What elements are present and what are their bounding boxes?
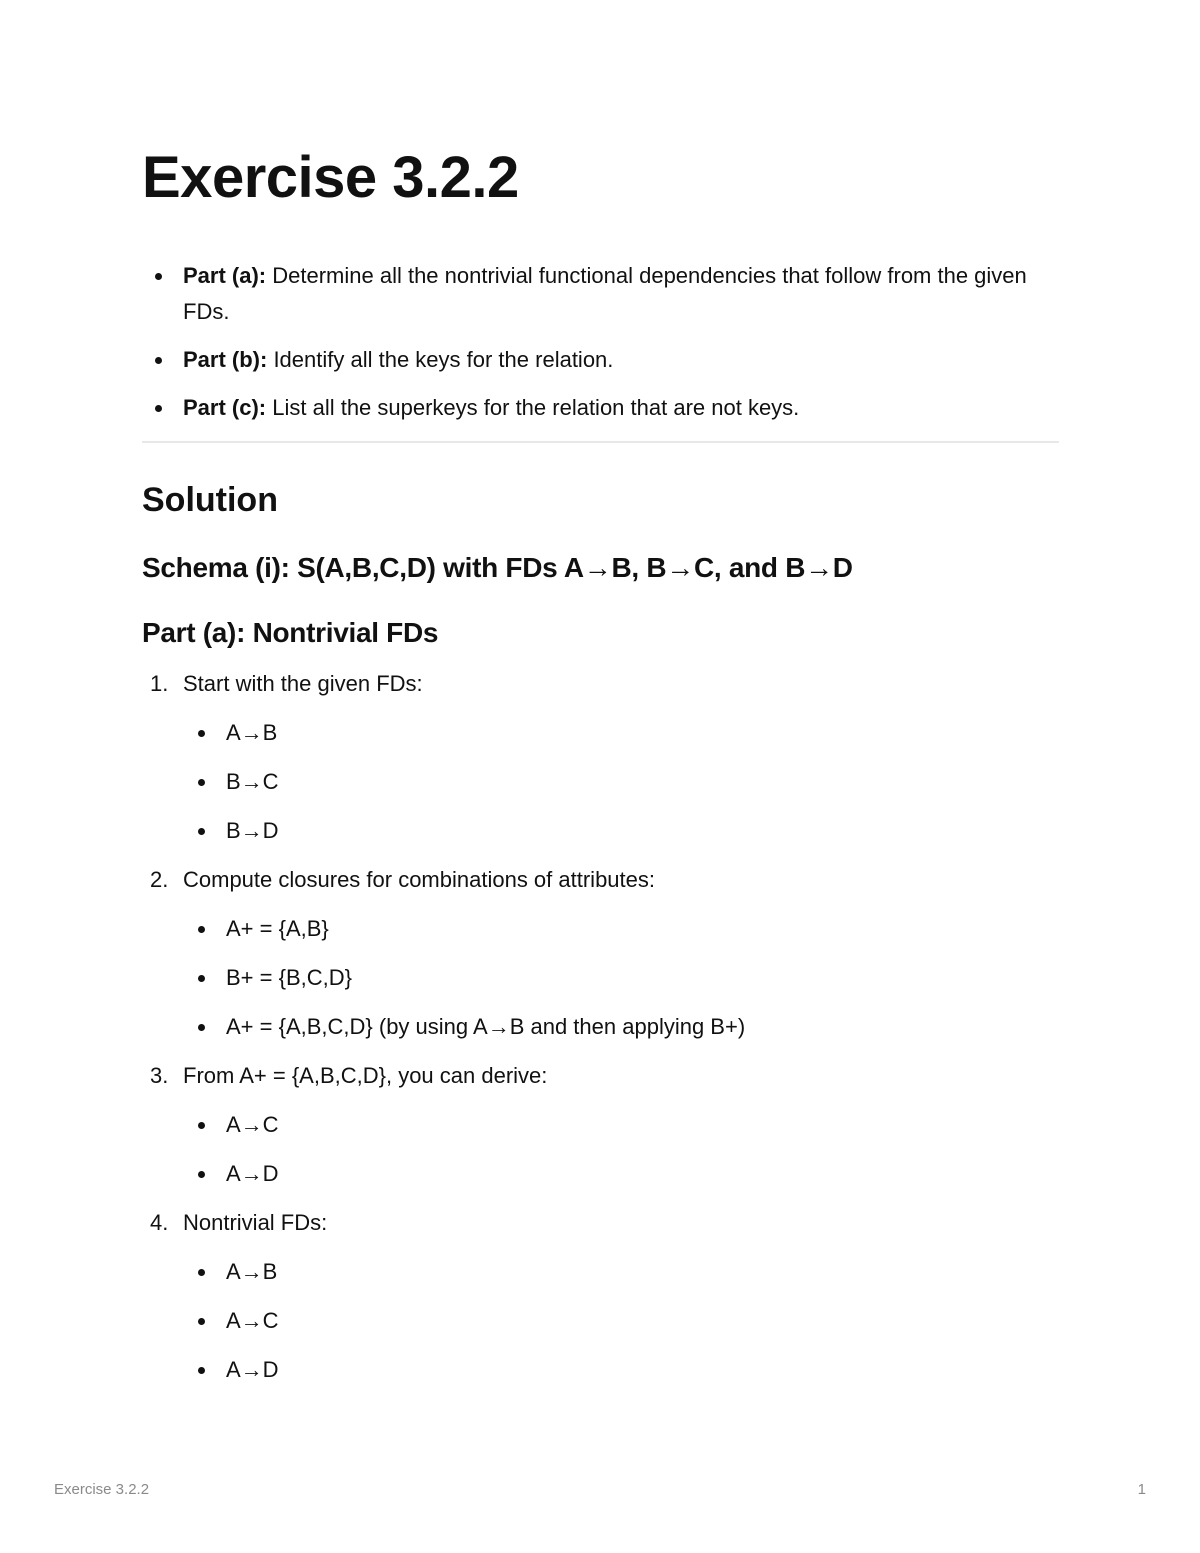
step-3 — [142, 1058, 1059, 1192]
bullet-icon — [198, 1122, 205, 1129]
page-number: 1 — [1137, 1481, 1146, 1498]
intro-list — [142, 258, 1059, 438]
list-item-text: A→C — [226, 1308, 279, 1333]
bullet-icon — [198, 1269, 205, 1276]
list-item — [183, 1254, 1059, 1290]
intro-item-part-b — [142, 342, 1059, 378]
list-item — [183, 1156, 1059, 1192]
step-sub-list — [183, 911, 1059, 1045]
section-divider — [142, 441, 1059, 443]
list-item-text: A→D — [226, 1357, 279, 1382]
bullet-icon — [198, 1367, 205, 1374]
step-2 — [142, 862, 1059, 1045]
intro-item-label: Part (b): — [183, 347, 268, 372]
step-number: 4. — [150, 1210, 169, 1235]
list-item-text: A+ = {A,B,C,D} (by using A→B and then applying B+) — [226, 1014, 746, 1039]
list-item-text: A→B — [226, 720, 278, 745]
step-number: 2. — [150, 867, 169, 892]
list-item-text: A→C — [226, 1112, 279, 1137]
bullet-icon — [198, 730, 205, 737]
list-item — [183, 813, 1059, 849]
bullet-icon — [198, 779, 205, 786]
step-label: Compute closures for combinations of attributes: — [183, 867, 656, 892]
list-item-text: B→D — [226, 818, 279, 843]
list-item-text: A→D — [226, 1161, 279, 1186]
list-item — [183, 960, 1059, 996]
intro-item-label: Part (a): — [183, 263, 267, 288]
list-item — [183, 911, 1059, 947]
list-item-text: B→C — [226, 769, 279, 794]
step-4 — [142, 1205, 1059, 1388]
schema-heading: Schema (i): S(A,B,C,D) with FDs A→B, B→C, and B→D — [142, 552, 853, 583]
steps-list — [142, 666, 1059, 1401]
step-number: 3. — [150, 1063, 169, 1088]
part-a-heading: Part (a): Nontrivial FDs — [142, 617, 439, 648]
list-item — [183, 1009, 1059, 1045]
list-item — [183, 1352, 1059, 1388]
bullet-icon — [198, 828, 205, 835]
step-sub-list — [183, 715, 1059, 849]
intro-item-part-a — [142, 258, 1059, 330]
list-item — [183, 1303, 1059, 1339]
step-label: From A+ = {A,B,C,D}, you can derive: — [183, 1063, 548, 1088]
bullet-icon — [155, 357, 162, 364]
intro-item-text: Determine all the nontrivial functional dependencies that follow from the given FDs. — [183, 263, 1027, 324]
bullet-icon — [198, 1024, 205, 1031]
list-item — [183, 1107, 1059, 1143]
bullet-icon — [155, 273, 162, 280]
step-number: 1. — [150, 671, 169, 696]
intro-item-label: Part (c): — [183, 395, 267, 420]
intro-item-text: Identify all the keys for the relation. — [267, 347, 614, 372]
list-item-text: A→B — [226, 1259, 278, 1284]
bullet-icon — [198, 1318, 205, 1325]
intro-item-part-c — [142, 390, 1059, 426]
bullet-icon — [155, 405, 162, 412]
solution-heading: Solution — [142, 481, 278, 519]
list-item-text: A+ = {A,B} — [226, 916, 329, 941]
step-label: Nontrivial FDs: — [183, 1210, 328, 1235]
step-sub-list — [183, 1107, 1059, 1192]
page-title: Exercise 3.2.2 — [142, 145, 519, 210]
bullet-icon — [198, 926, 205, 933]
intro-item-text: List all the superkeys for the relation that are not keys. — [266, 395, 800, 420]
footer-title: Exercise 3.2.2 — [54, 1481, 150, 1498]
list-item-text: B+ = {B,C,D} — [226, 965, 352, 990]
bullet-icon — [198, 1171, 205, 1178]
step-label: Start with the given FDs: — [183, 671, 423, 696]
step-1 — [142, 666, 1059, 849]
list-item — [183, 764, 1059, 800]
list-item — [183, 715, 1059, 751]
step-sub-list — [183, 1254, 1059, 1388]
bullet-icon — [198, 975, 205, 982]
